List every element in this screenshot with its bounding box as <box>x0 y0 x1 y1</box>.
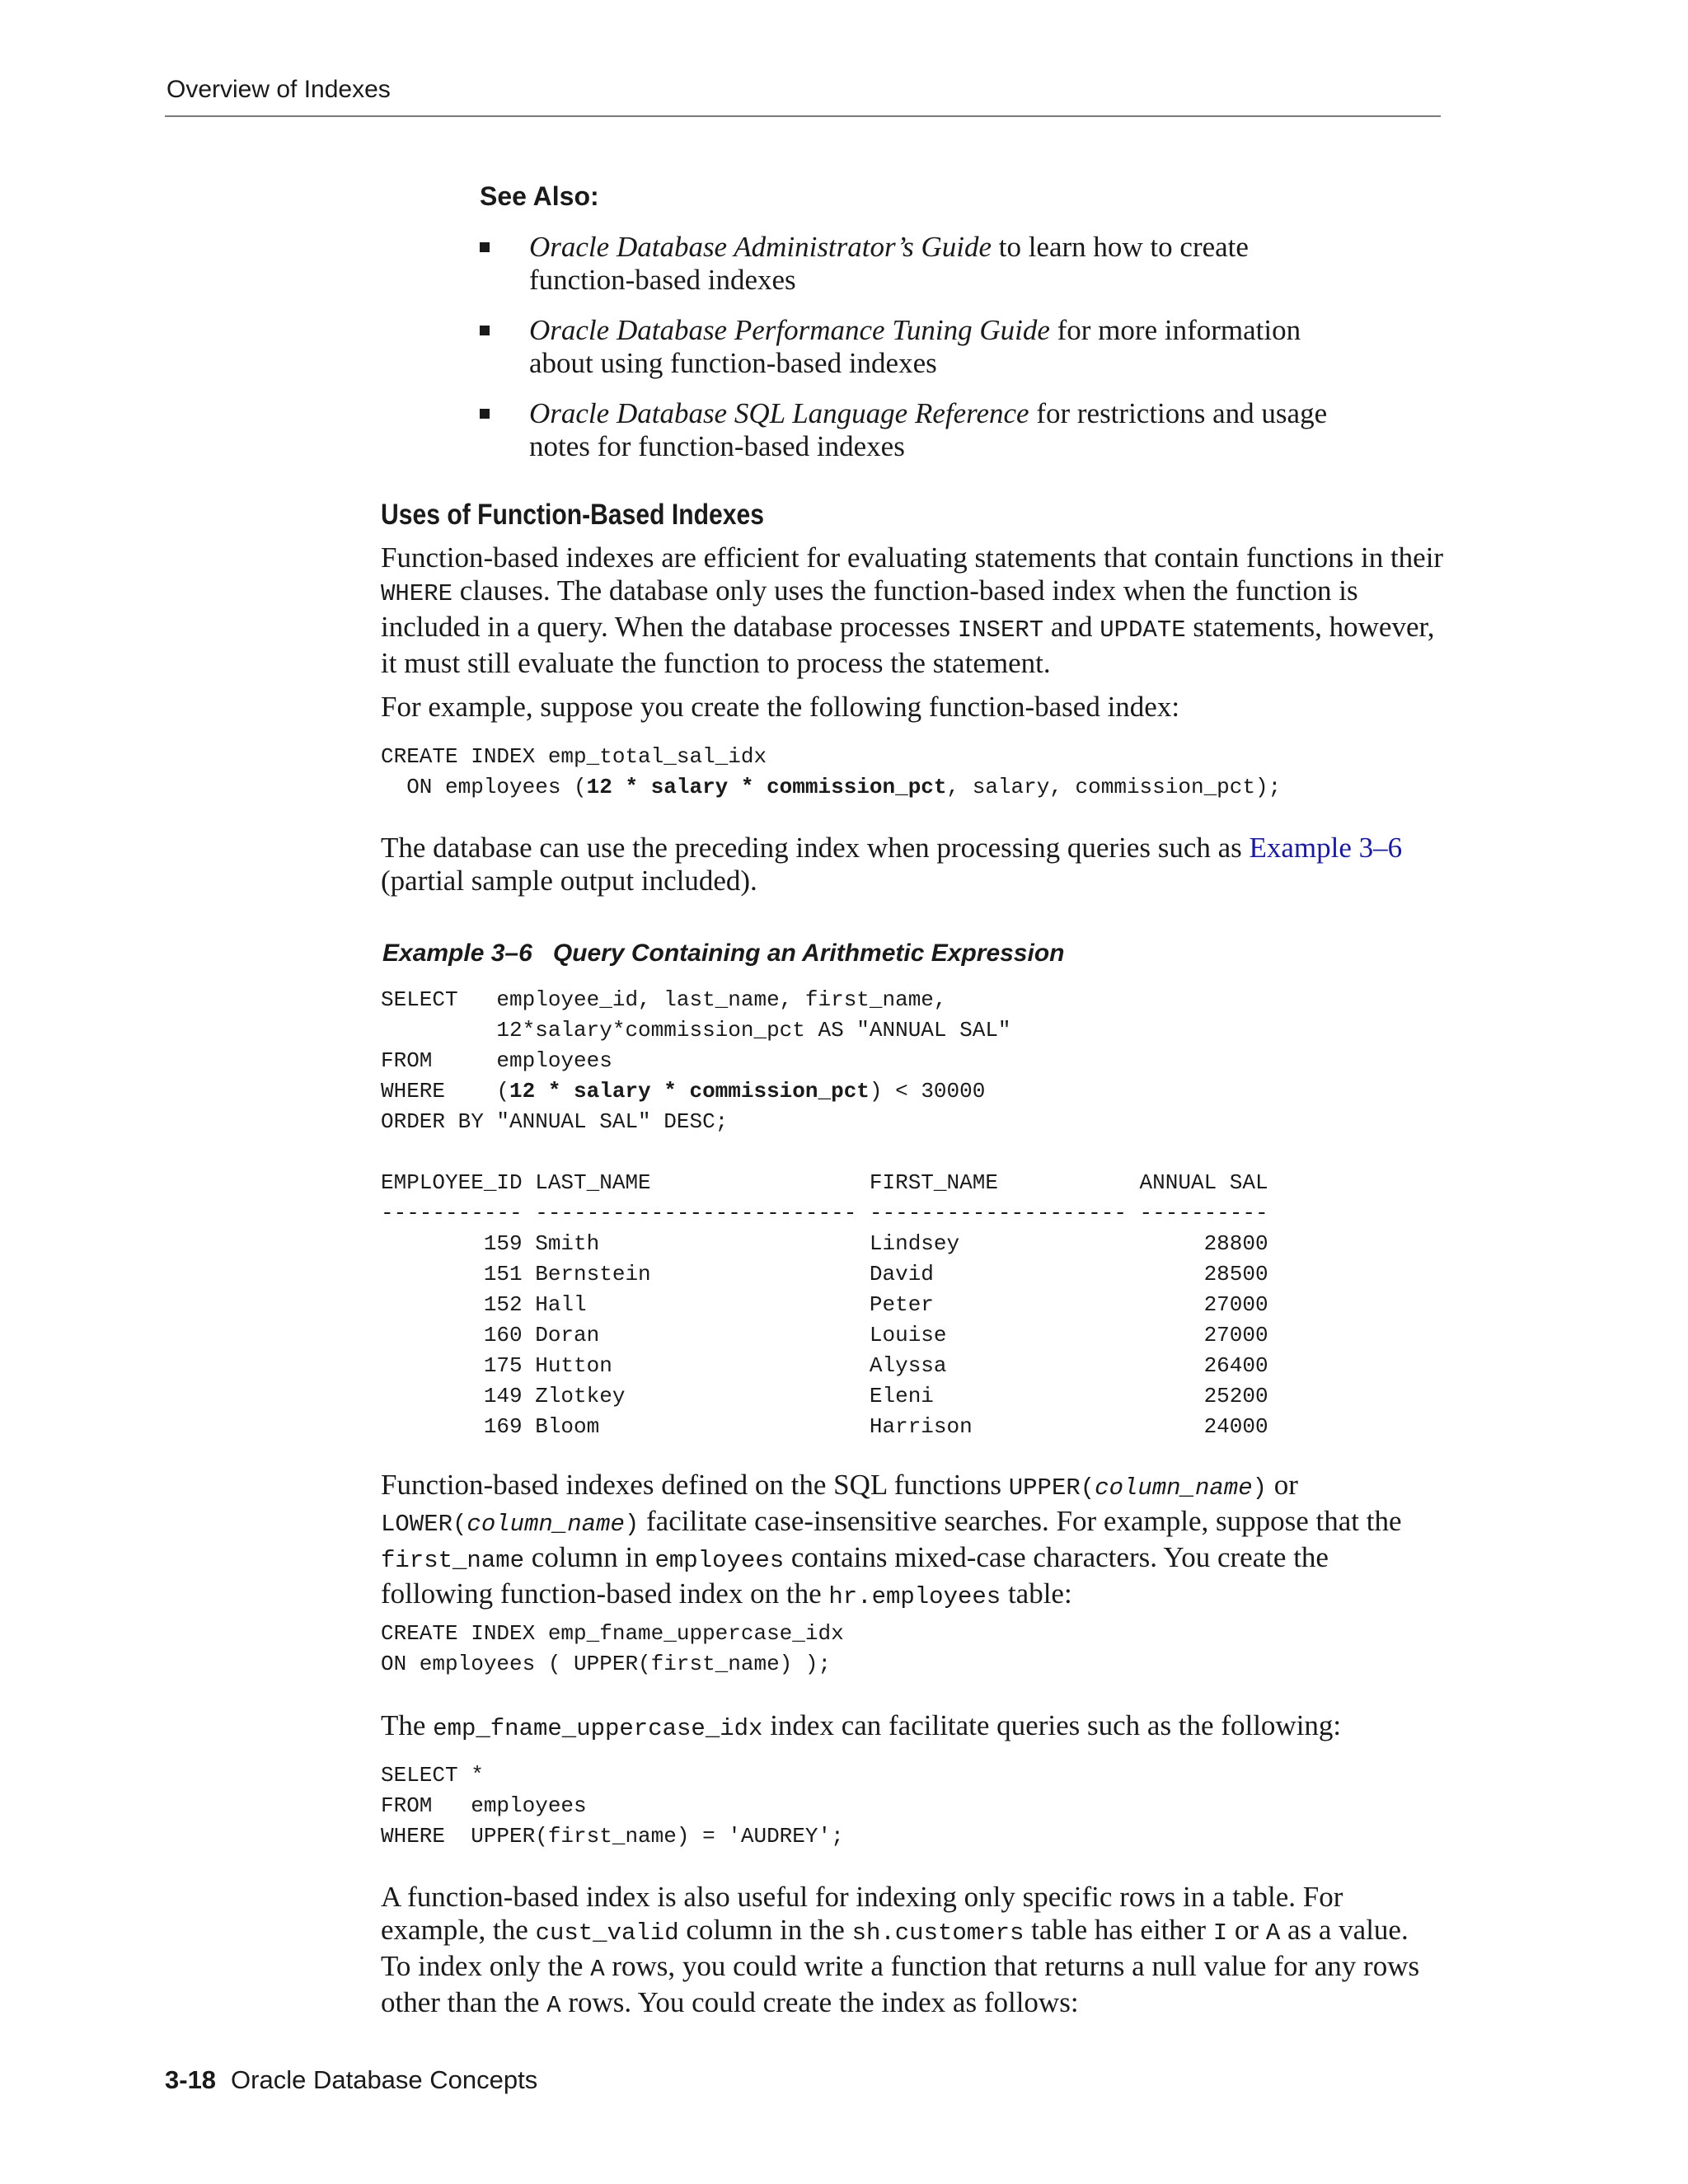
section-heading: Uses of Function-Based Indexes <box>381 499 764 531</box>
bullet-icon <box>480 326 490 335</box>
paragraph: Function-based indexes are efficient for evaluating statements that contain functions in their WHERE clauses. The database only uses the function-based index when the function is included in a query. When the database processes INSERT and UPDATE statements, however, it must still evaluate the function to process the statement. <box>381 541 1444 679</box>
code-block: SELECT * FROM employees WHERE UPPER(first_name) = 'AUDREY'; <box>381 1763 844 1849</box>
book-reference[interactable]: Oracle Database SQL Language Reference <box>529 397 1029 429</box>
result-row: 152 Hall Peter 27000 <box>381 1292 1268 1317</box>
book-reference[interactable]: Oracle Database Performance Tuning Guide <box>529 314 1050 346</box>
paragraph: For example, suppose you create the following function-based index: <box>381 691 1180 723</box>
result-separator: ----------- ------------------------- -------------------- ---------- <box>381 1201 1268 1226</box>
code-block: CREATE INDEX emp_fname_uppercase_idx ON employees ( UPPER(first_name) ); <box>381 1621 844 1676</box>
code-block: SELECT employee_id, last_name, first_name, 12*salary*commission_pct AS "ANNUAL SAL" FROM employees WHERE (12 * salary * commission_pct) < 30000 ORDER BY "ANNUAL SAL" DESC; EMPLOYEE_ID LAST_NAME FIRST_NAME ANNUAL SAL ----------- ------------------------- -------------------- ---------- 159 Smith Lindsey 28800 151 Bernstein David 28500 152 Hall Peter 27000 160 Doran Louise 27000 175 Hutton Alyssa 26400 149 Zlotkey Eleni 25200 169 Bloom Harrison 24000 <box>381 987 1268 1439</box>
see-also-list <box>480 231 1345 480</box>
result-row: 175 Hutton Alyssa 26400 <box>381 1353 1268 1378</box>
paragraph: The emp_fname_uppercase_idx index can facilitate queries such as the following: <box>381 1709 1342 1742</box>
see-also-item <box>480 397 1345 463</box>
result-row: 160 Doran Louise 27000 <box>381 1323 1268 1347</box>
paragraph: A function-based index is also useful for indexing only specific rows in a table. For example, the cust_valid column in the sh.customers table has either I or A as a value. To index only the A rows, you could write a function that returns a null value for any rows other than the A rows. You could create the index as follows: <box>381 1881 1420 2019</box>
example-caption: Example 3–6 Query Containing an Arithmetic Expression <box>382 940 1065 967</box>
bullet-icon <box>480 409 490 419</box>
bullet-icon <box>480 242 490 252</box>
code-block: CREATE INDEX emp_total_sal_idx ON employees (12 * salary * commission_pct, salary, commission_pct); <box>381 744 1282 799</box>
paragraph: Function-based indexes defined on the SQL functions UPPER(column_name) or LOWER(column_name) facilitate case-insensitive searches. For example, suppose that the first_name column in employees contains mixed-case characters. You create the following function-based index on the hr.employees table: <box>381 1469 1402 1610</box>
page-footer <box>165 2065 537 2095</box>
see-also-text: for more information about using function-based indexes <box>529 314 1301 379</box>
result-row: 159 Smith Lindsey 28800 <box>381 1231 1268 1256</box>
paragraph: The database can use the preceding index when processing queries such as Example 3–6 (partial sample output included). <box>381 832 1403 897</box>
see-also-item <box>480 314 1345 380</box>
see-also-item <box>480 231 1345 297</box>
book-reference[interactable]: Oracle Database Administrator’s Guide <box>529 231 992 263</box>
example-link[interactable]: Example 3–6 <box>1249 832 1403 864</box>
result-row: 149 Zlotkey Eleni 25200 <box>381 1384 1268 1408</box>
result-row: 151 Bernstein David 28500 <box>381 1262 1268 1286</box>
result-header: EMPLOYEE_ID LAST_NAME FIRST_NAME ANNUAL SAL <box>381 1170 1268 1195</box>
see-also-text: for restrictions and usage notes for function-based indexes <box>529 397 1328 462</box>
running-header: Overview of Indexes <box>166 76 391 103</box>
header-rule <box>165 115 1441 117</box>
book-title: Oracle Database Concepts <box>231 2065 538 2094</box>
page-number: 3-18 <box>165 2065 217 2094</box>
result-row: 169 Bloom Harrison 24000 <box>381 1414 1268 1439</box>
see-also-title: See Also: <box>480 181 599 211</box>
see-also-text: to learn how to create function-based indexes <box>529 231 1249 296</box>
